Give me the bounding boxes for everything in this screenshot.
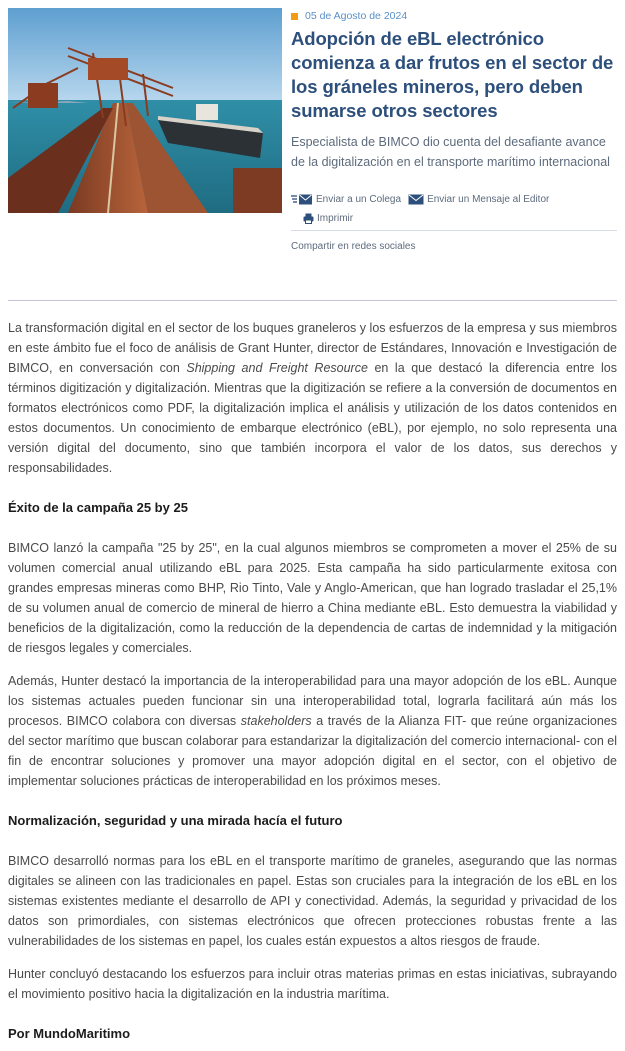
send-colleague-link[interactable] [291,190,401,209]
send-editor-link[interactable] [408,190,549,209]
paragraph-4: BIMCO desarrolló normas para los eBL en el transporte marítimo de graneles, asegurando que las normas digitales se alineen con las tradicionales en papel. Estas son cruciales para la integración de los eBL en los sistemas existentes mediante el desarrollo de API y conectividad. Además, la seguridad y privacidad de los datos son primordiales, con sistemas electrónicos que ofrecen protecciones robustas frente a las vulnerabilidades de los sistemas en papel, los cuales están expuestos a altos riesgos de fraude. [8,854,617,948]
section-divider [8,300,617,301]
paragraph-3 [8,671,617,791]
paragraph-3-text-end: a través de la Alianza FIT- que reúne organizaciones del sector marítimo que buscan colaborar para estandarizar la digitalización del comercio internacional- con el fin de encontrar soluciones y promover una mayor adopción digital en el sector, con el objetivo de implementar soluciones prácticas de interoperabilidad en los próximos meses. [8,714,617,788]
article-date: 05 de Agosto de 2024 [305,10,408,22]
actions-divider [291,230,617,231]
stakeholders-term: stakeholders [240,714,312,728]
article-header [291,8,617,252]
ship-loading-photo [8,8,282,213]
share-social-link[interactable]: Compartir en redes sociales [291,241,416,252]
paragraph-1 [8,318,617,478]
heading-campaign: Éxito de la campaña 25 by 25 [8,500,188,515]
article-body [8,318,617,1044]
paragraph-2: BIMCO lanzó la campaña "25 by 25", en la cual algunos miembros se comprometen a mover el 25% de su volumen comercial anual utilizando eBL para 2025. Esta campaña ha sido particularmente exitosa con grandes empresas mineras como BHP, Rio Tinto, Vale y Anglo-American, que han logrado trasladar el 25,1% de su volumen anual de comercio de mineral de hierro a China mediante eBL. Esto demuestra la viabilidad y beneficios de la digitalización, como la reducción de la dependencia de cartas de indemnidad y la mitigación de riesgos legales y comerciales. [8,541,617,655]
article-title: Adopción de eBL electrónico comienza a dar frutos en el sector de los gráneles mineros, pero deben sumarse otros sectores [291,28,614,121]
article-image [8,8,282,213]
paragraph-3-text: Además, Hunter destacó la importancia de la interoperabilidad para una mayor adopción de los eBL. Aunque los sistemas actuales pueden funcionar sin una interoperabilidad total, lograrla facilitará aún más los procesos. BIMCO colabora con diversas [8,674,617,728]
paragraph-5: Hunter concluyó destacando los esfuerzos para incluir otras materias primas en estas iniciativas, subrayando el movimiento positivo hacia la digitalización en la industria marítima. [8,967,617,1001]
email-forward-icon [291,194,313,205]
print-link[interactable] [303,209,353,228]
send-editor-label: Enviar un Mensaje al Editor [427,194,550,205]
date-bullet-icon [291,13,298,20]
envelope-icon [408,194,424,205]
paragraph-1-text: La transformación digital en el sector de los buques graneleros y los esfuerzos de la empresa y sus miembros en este ámbito fue el foco de análisis de Grant Hunter, director de Estándares, Innovación e Investigación de BIMCO, en conversación con [8,321,617,375]
printer-icon [303,213,314,224]
heading-normalization: Normalización, seguridad y una mirada hacía el futuro [8,813,343,828]
date-row [291,8,617,24]
send-colleague-label: Enviar a un Colega [316,194,402,205]
byline: Por MundoMaritimo [8,1026,131,1041]
article-subtitle: Especialista de BIMCO dio cuenta del desafiante avance de la digitalización en el transporte marítimo internacional [291,135,610,169]
article-actions [291,190,617,228]
paragraph-1-text-end: en la que destacó la diferencia entre los términos digitización y digitalización. Mientras que la digitización se refiere a la conversión de documentos en formatos electrónicos como PDF, la digitalización implica el análisis y utilización de los datos contenidos en estos documentos. Un conocimiento de embarque electrónico (eBL), por ejemplo, no solo representa una versión digital del documento, sino que también incorpora el valor de los datos, sus derechos y responsabilidades. [8,361,617,475]
publication-name: Shipping and Freight Resource [186,361,368,375]
print-label: Imprimir [317,213,354,224]
